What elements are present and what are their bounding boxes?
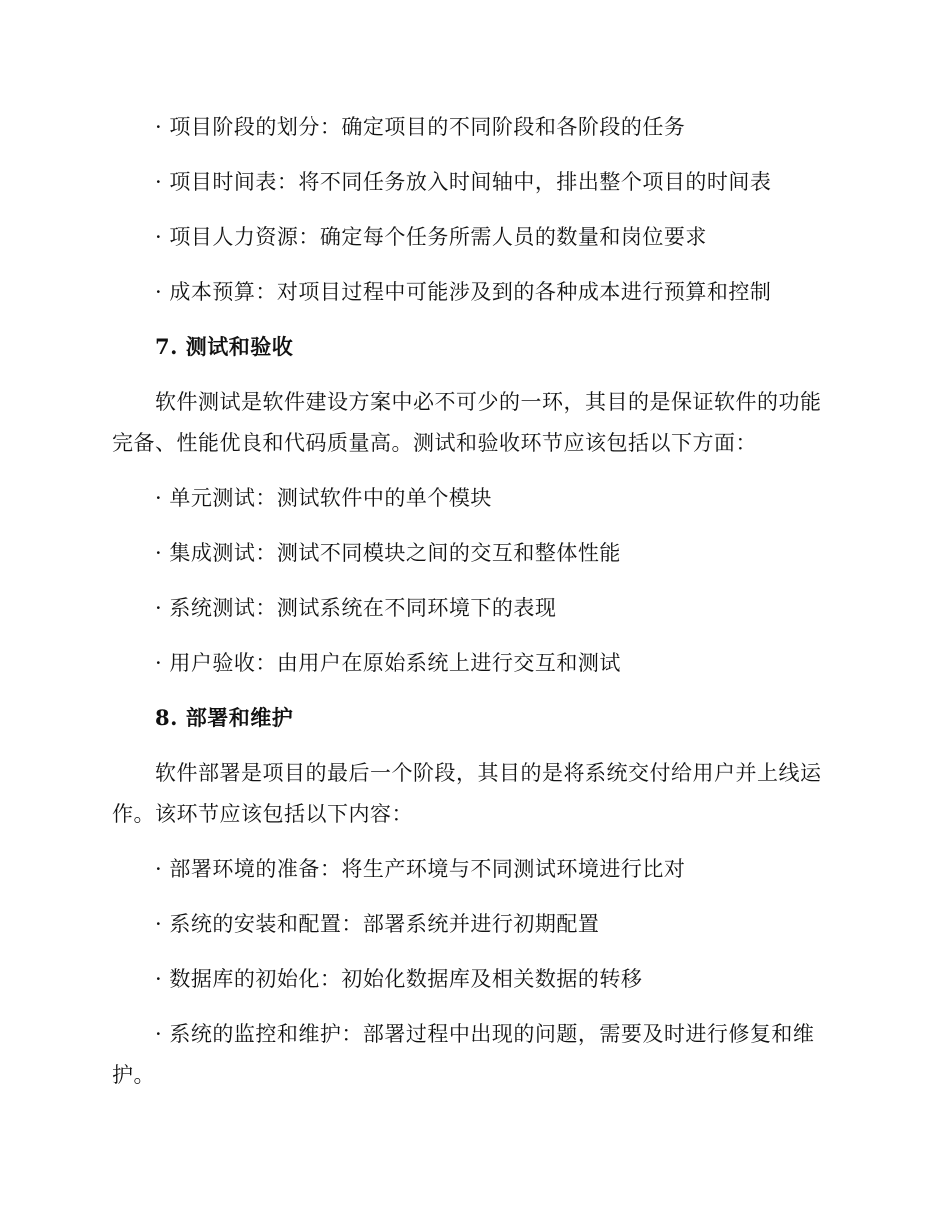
paragraph-deployment-line1: 软件部署是项目的最后一个阶段，其目的是将系统交付给用户并上线运	[155, 761, 822, 785]
paragraph-deployment-line2: 作。该环节应该包括以下内容：	[112, 802, 413, 826]
paragraph-testing-line2: 完备、性能优良和代码质量高。测试和验收环节应该包括以下方面：	[112, 431, 757, 455]
heading-testing-acceptance: 7. 测试和验收	[155, 334, 294, 359]
bullet-project-phases: · 项目阶段的划分：确定项目的不同阶段和各阶段的任务	[155, 115, 686, 139]
bullet-unit-test: · 单元测试：测试软件中的单个模块	[155, 486, 492, 510]
bullet-install-config: · 系统的安装和配置：部署系统并进行初期配置	[155, 912, 600, 936]
paragraph-testing-line1: 软件测试是软件建设方案中必不可少的一环，其目的是保证软件的功能	[155, 390, 822, 414]
bullet-environment-prep: · 部署环境的准备：将生产环境与不同测试环境进行比对	[155, 857, 686, 881]
bullet-cost-budget: · 成本预算：对项目过程中可能涉及到的各种成本进行预算和控制	[155, 280, 772, 304]
bullet-monitor-maintain: · 系统的监控和维护：部署过程中出现的问题，需要及时进行修复和维	[155, 1022, 815, 1046]
bullet-system-test: · 系统测试：测试系统在不同环境下的表现	[155, 596, 557, 620]
bullet-integration-test: · 集成测试：测试不同模块之间的交互和整体性能	[155, 541, 621, 565]
heading-deployment-maintenance: 8. 部署和维护	[155, 705, 294, 730]
bullet-database-init: · 数据库的初始化：初始化数据库及相关数据的转移	[155, 967, 643, 991]
bullet-project-timeline: · 项目时间表：将不同任务放入时间轴中，排出整个项目的时间表	[155, 170, 772, 194]
bullet-user-acceptance: · 用户验收：由用户在原始系统上进行交互和测试	[155, 651, 621, 675]
bullet-monitor-maintain-cont: 护。	[112, 1063, 155, 1087]
bullet-human-resources: · 项目人力资源：确定每个任务所需人员的数量和岗位要求	[155, 225, 707, 249]
